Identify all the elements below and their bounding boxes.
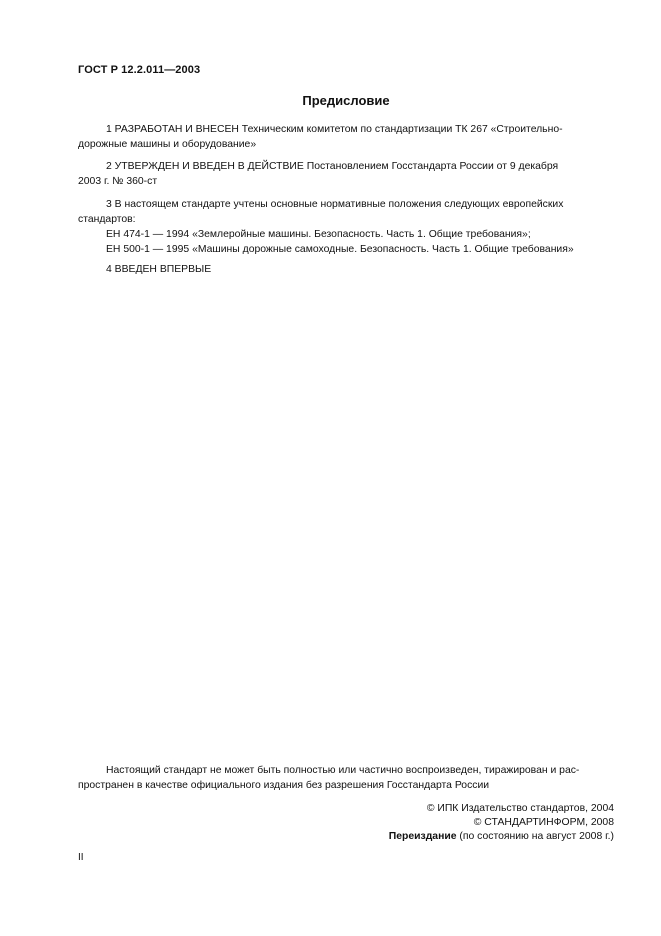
reissue-note	[214, 829, 614, 844]
foreword-item-3	[78, 197, 614, 257]
foreword-item-2-line-1: 2 УТВЕРЖДЕН И ВВЕДЕН В ДЕЙСТВИЕ Постановлением Госстандарта России от 9 декабря	[106, 161, 559, 172]
foreword-item-1-line-2: дорожные машины и оборудование»	[78, 139, 257, 150]
foreword-item-1-line-1: 1 РАЗРАБОТАН И ВНЕСЕН Техническим комитетом по стандартизации ТК 267 «Строительно-	[106, 124, 563, 135]
reproduction-notice-line-2: пространен в качестве официального издания без разрешения Госстандарта России	[78, 780, 490, 791]
foreword-item-3-line-1: 3 В настоящем стандарте учтены основные нормативные положения следующих европейских	[106, 199, 564, 210]
copyright-ipk: © ИПК Издательство стандартов, 2004	[426, 803, 614, 814]
foreword-item-3-standard-2: ЕН 500-1 — 1995 «Машины дорожные самоходные. Безопасность. Часть 1. Общие требования»	[106, 244, 574, 255]
copyright-standartinform: © СТАНДАРТИНФОРМ, 2008	[473, 817, 614, 828]
standard-code: ГОСТ Р 12.2.011—2003	[78, 64, 201, 76]
foreword-item-4-line-1: 4 ВВЕДЕН ВПЕРВЫЕ	[106, 264, 212, 275]
foreword-item-4	[78, 262, 614, 277]
reproduction-notice-line-1: Настоящий стандарт не может быть полностью или частично воспроизведен, тиражирован и рас-	[106, 765, 580, 776]
section-title: Предисловие	[302, 93, 390, 108]
page-number: II	[78, 852, 84, 863]
foreword-item-2-line-2: 2003 г. № 360-ст	[78, 176, 158, 187]
foreword-item-2	[78, 159, 614, 189]
reproduction-notice	[78, 763, 614, 793]
foreword-item-3-line-2: стандартов:	[78, 214, 136, 225]
foreword-item-3-standard-1: ЕН 474-1 — 1994 «Землеройные машины. Безопасность. Часть 1. Общие требования»;	[106, 229, 531, 240]
reissue-text: (по состоянию на август 2008 г.)	[456, 831, 614, 842]
reissue-label: Переиздание	[388, 831, 457, 842]
foreword-item-1	[78, 122, 614, 152]
